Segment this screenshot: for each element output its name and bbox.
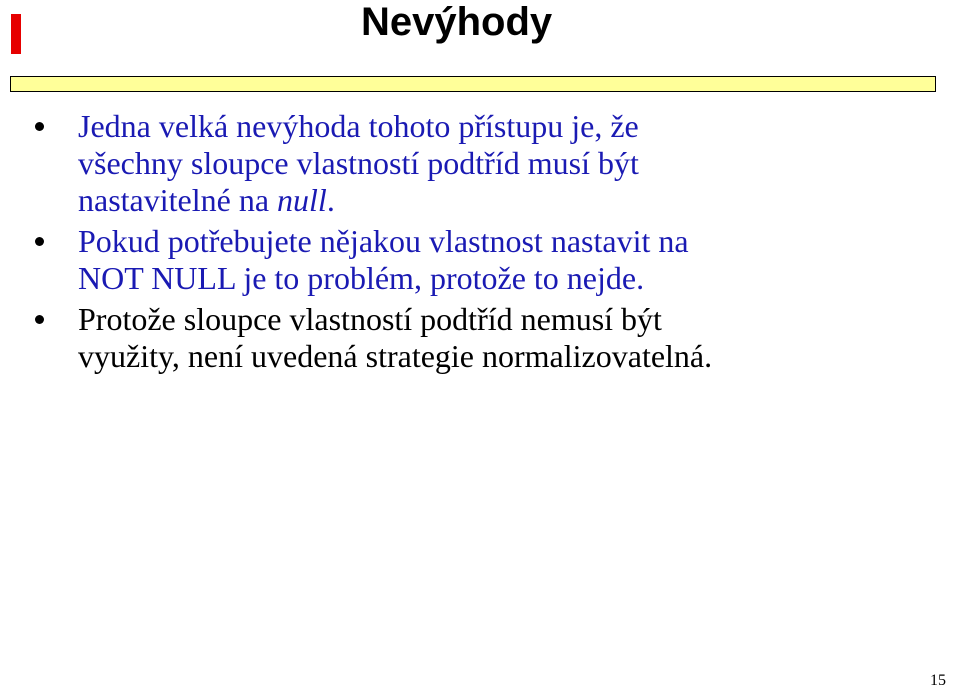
bullet-line: Jedna velká nevýhoda tohoto přístupu je, že <box>78 108 639 144</box>
bullet-text: nastavitelné na <box>78 182 278 218</box>
slide-title: Nevýhody <box>361 0 553 44</box>
bullet-line: Pokud potřebujete nějakou vlastnost nastavit na <box>78 223 689 259</box>
bullet-dot-icon <box>35 315 44 324</box>
bullet-item <box>30 301 930 375</box>
page-number: 15 <box>930 672 946 689</box>
bullet-item <box>30 223 930 297</box>
not-null-keyword: NOT NULL <box>78 260 236 296</box>
bullet-line <box>78 260 930 297</box>
title-underline-bar <box>10 76 936 92</box>
bullet-list <box>30 108 930 379</box>
bullet-dot-icon <box>35 237 44 246</box>
bullet-text: je to problém, protože to nejde. <box>235 260 645 296</box>
bullet-line: Protože sloupce vlastností podtříd nemusí být <box>78 301 662 337</box>
bullet-line <box>78 182 930 219</box>
bullet-line: všechny sloupce vlastností podtříd musí být <box>78 145 639 181</box>
bullet-text: . <box>326 182 335 218</box>
bullet-item <box>30 108 930 219</box>
null-keyword: null <box>277 182 327 218</box>
slide-accent-marker <box>11 14 21 54</box>
bullet-line: využity, není uvedená strategie normalizovatelná. <box>78 338 713 374</box>
bullet-dot-icon <box>35 122 44 131</box>
